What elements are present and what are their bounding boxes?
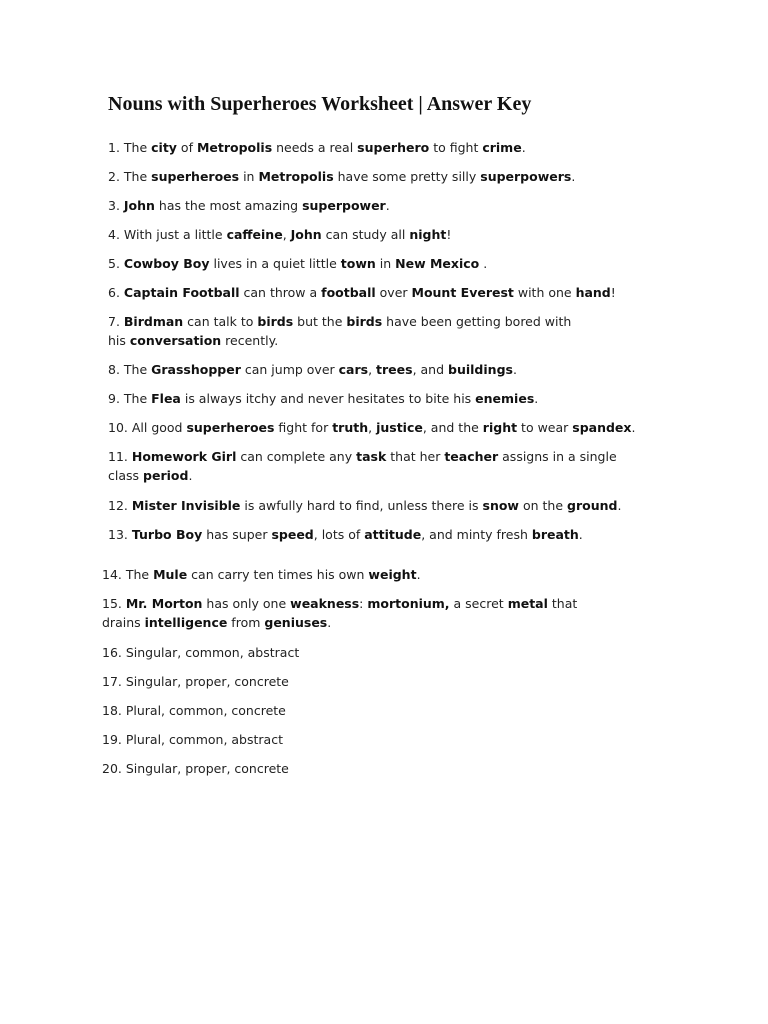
noun-word: cars xyxy=(338,362,369,377)
sentence-text: . xyxy=(512,362,517,377)
sentence-text: , xyxy=(368,362,377,377)
noun-word: mortonium, xyxy=(367,596,450,611)
sentence-text: , and xyxy=(412,362,449,377)
noun-word: Mule xyxy=(153,567,188,582)
noun-word: Captain Football xyxy=(123,285,240,300)
sentence-text: 8. The xyxy=(108,362,152,377)
sentence-text: . xyxy=(521,140,526,155)
sentence-text: . xyxy=(188,468,193,483)
sentence-text: over xyxy=(375,285,412,300)
sentence-text: . xyxy=(631,420,636,435)
noun-word: Mister Invisible xyxy=(131,498,241,513)
noun-word: birds xyxy=(257,314,294,329)
noun-word: weakness xyxy=(290,596,360,611)
sentence-text: 19. Plural, common, abstract xyxy=(102,732,283,747)
noun-word: intelligence xyxy=(144,615,228,630)
sentence-text: have some pretty silly xyxy=(333,169,481,184)
sentence-text: can talk to xyxy=(183,314,258,329)
sentence-text: 15. xyxy=(102,596,126,611)
answer-item-1 xyxy=(108,139,526,158)
noun-word: Flea xyxy=(151,391,181,406)
sentence-text: : xyxy=(359,596,368,611)
noun-word: superhero xyxy=(357,140,430,155)
noun-word: attitude xyxy=(364,527,422,542)
noun-word: Turbo Boy xyxy=(131,527,203,542)
sentence-text: 18. Plural, common, concrete xyxy=(102,703,286,718)
sentence-text: 4. With just a little xyxy=(108,227,227,242)
sentence-text: , and the xyxy=(422,420,483,435)
sentence-text: . xyxy=(617,498,622,513)
noun-word: Birdman xyxy=(123,314,184,329)
sentence-text: . xyxy=(416,567,421,582)
sentence-text: 13. xyxy=(108,527,132,542)
noun-word: period xyxy=(143,468,189,483)
sentence-text: , lots of xyxy=(313,527,365,542)
sentence-text: . xyxy=(578,527,583,542)
sentence-text: that her xyxy=(386,449,445,464)
sentence-text: 5. xyxy=(108,256,124,271)
noun-word: night xyxy=(409,227,447,242)
noun-word: Metropolis xyxy=(258,169,334,184)
sentence-text: 10. All good xyxy=(108,420,187,435)
sentence-text: fight for xyxy=(274,420,333,435)
sentence-text: assigns in a single xyxy=(498,449,617,464)
sentence-text: 14. The xyxy=(102,567,154,582)
sentence-text: 1. The xyxy=(108,140,152,155)
noun-word: Mr. Morton xyxy=(125,596,203,611)
sentence-text: 12. xyxy=(108,498,132,513)
answer-item-6 xyxy=(108,284,616,303)
sentence-text: on the xyxy=(518,498,567,513)
answer-item-20 xyxy=(102,760,289,779)
noun-word: speed xyxy=(271,527,314,542)
sentence-text: can carry ten times his own xyxy=(187,567,369,582)
noun-word: town xyxy=(340,256,376,271)
noun-word: spandex xyxy=(572,420,632,435)
sentence-text: , xyxy=(282,227,291,242)
answer-item-9 xyxy=(108,390,538,409)
sentence-text: has only one xyxy=(202,596,291,611)
sentence-text: 17. Singular, proper, concrete xyxy=(102,674,289,689)
sentence-text: lives in a quiet little xyxy=(209,256,341,271)
sentence-text: 20. Singular, proper, concrete xyxy=(102,761,289,776)
noun-word: hand xyxy=(575,285,611,300)
answer-item-4 xyxy=(108,226,451,245)
sentence-text: . xyxy=(327,615,332,630)
answer-item-13 xyxy=(108,526,583,545)
answer-item-7 xyxy=(108,313,571,332)
sentence-text: his xyxy=(108,333,130,348)
answer-item-5 xyxy=(108,255,487,274)
noun-word: truth xyxy=(332,420,369,435)
sentence-text: in xyxy=(375,256,396,271)
noun-word: weight xyxy=(368,567,417,582)
sentence-text: . xyxy=(571,169,576,184)
answer-item-19 xyxy=(102,731,283,750)
sentence-text: can throw a xyxy=(239,285,322,300)
sentence-text: have been getting bored with xyxy=(382,314,572,329)
noun-word: snow xyxy=(482,498,519,513)
answer-item-14 xyxy=(102,566,421,585)
noun-word: caffeine xyxy=(226,227,283,242)
sentence-text: drains xyxy=(102,615,145,630)
sentence-text: , xyxy=(368,420,377,435)
answer-item-3 xyxy=(108,197,390,216)
sentence-text: 9. The xyxy=(108,391,152,406)
sentence-text: ! xyxy=(610,285,616,300)
sentence-text: 2. The xyxy=(108,169,152,184)
sentence-text: from xyxy=(227,615,265,630)
sentence-text: of xyxy=(176,140,197,155)
noun-word: justice xyxy=(376,420,423,435)
sentence-text: is awfully hard to find, unless there is xyxy=(240,498,483,513)
noun-word: Metropolis xyxy=(196,140,273,155)
sentence-text: to fight xyxy=(429,140,483,155)
noun-word: crime xyxy=(482,140,522,155)
answer-item-10 xyxy=(108,419,635,438)
noun-word: ground xyxy=(567,498,618,513)
sentence-text: that xyxy=(547,596,578,611)
answer-item-16 xyxy=(102,644,299,663)
sentence-text: . xyxy=(385,198,390,213)
sentence-text: can study all xyxy=(321,227,410,242)
answer-item-17 xyxy=(102,673,289,692)
answer-item-7-continued xyxy=(108,332,278,351)
sentence-text: is always itchy and never hesitates to bite his xyxy=(180,391,476,406)
sentence-text: 7. xyxy=(108,314,124,329)
noun-word: superpowers xyxy=(480,169,572,184)
sentence-text: but the xyxy=(293,314,347,329)
noun-word: Cowboy Boy xyxy=(123,256,210,271)
answer-item-11 xyxy=(108,448,617,467)
noun-word: birds xyxy=(346,314,383,329)
noun-word: superheroes xyxy=(151,169,240,184)
noun-word: buildings xyxy=(448,362,513,377)
answer-item-11-continued xyxy=(108,467,192,486)
noun-word: enemies xyxy=(475,391,535,406)
noun-word: Mount Everest xyxy=(411,285,514,300)
answer-item-15 xyxy=(102,595,577,614)
sentence-text: 6. xyxy=(108,285,124,300)
noun-word: Homework Girl xyxy=(131,449,237,464)
sentence-text: . xyxy=(479,256,488,271)
sentence-text: 16. Singular, common, abstract xyxy=(102,645,300,660)
sentence-text: has super xyxy=(202,527,272,542)
sentence-text: class xyxy=(108,468,144,483)
noun-word: Grasshopper xyxy=(151,362,241,377)
sentence-text: 11. xyxy=(108,449,132,464)
sentence-text: can jump over xyxy=(240,362,339,377)
sentence-text: needs a real xyxy=(272,140,358,155)
sentence-text: can complete any xyxy=(236,449,357,464)
answer-item-18 xyxy=(102,702,286,721)
sentence-text: a secret xyxy=(449,596,508,611)
noun-word: John xyxy=(123,198,155,213)
noun-word: geniuses xyxy=(264,615,328,630)
noun-word: New Mexico xyxy=(395,256,480,271)
noun-word: metal xyxy=(507,596,548,611)
answer-item-8 xyxy=(108,361,517,380)
noun-word: football xyxy=(321,285,376,300)
sentence-text: ! xyxy=(446,227,452,242)
page-title: Nouns with Superheroes Worksheet | Answer Key xyxy=(108,93,532,115)
answer-item-2 xyxy=(108,168,575,187)
sentence-text: , and minty fresh xyxy=(421,527,532,542)
sentence-text: with one xyxy=(513,285,576,300)
sentence-text: has the most amazing xyxy=(154,198,303,213)
noun-word: task xyxy=(356,449,387,464)
noun-word: superpower xyxy=(302,198,386,213)
noun-word: teacher xyxy=(444,449,499,464)
noun-word: right xyxy=(482,420,518,435)
answer-item-12 xyxy=(108,497,621,516)
sentence-text: . xyxy=(534,391,539,406)
noun-word: breath xyxy=(531,527,579,542)
sentence-text: recently. xyxy=(221,333,279,348)
noun-word: conversation xyxy=(129,333,222,348)
noun-word: trees xyxy=(376,362,413,377)
answer-item-15-continued xyxy=(102,614,331,633)
noun-word: city xyxy=(151,140,177,155)
noun-word: John xyxy=(290,227,322,242)
sentence-text: to wear xyxy=(517,420,573,435)
sentence-text: in xyxy=(239,169,259,184)
noun-word: superheroes xyxy=(186,420,275,435)
sentence-text: 3. xyxy=(108,198,124,213)
